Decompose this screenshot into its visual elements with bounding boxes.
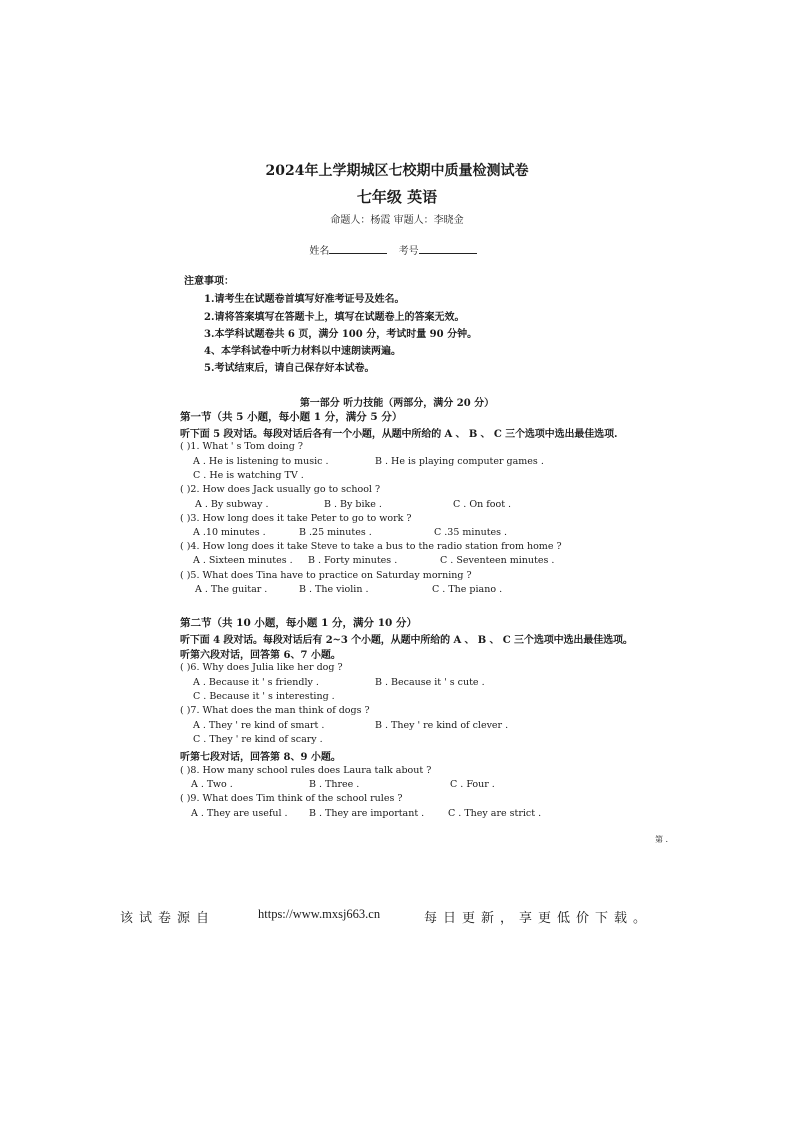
name-number-row: [0, 242, 794, 257]
option-b: B . Three .: [309, 779, 360, 790]
number-blank[interactable]: [419, 243, 477, 254]
section1-instruction: 听下面 5 段对话。每段对话后各有一个小题，从题中所给的 A 、 B 、 C 三个选项中选出最佳选项.: [180, 429, 618, 440]
note-item: 2.请将答案填写在答题卡上，填写在试题卷上的答案无效。: [204, 312, 465, 323]
note-item: 3.本学科试题卷共 6 页，满分 100 分，考试时量 90 分钟。: [204, 329, 478, 340]
question-stem: ( )9. What does Tim think of the school rules ?: [180, 793, 403, 804]
option-b: B . He is playing computer games .: [375, 456, 544, 467]
option-a: A . Sixteen minutes .: [193, 555, 293, 566]
question-stem: ( )4. How long does it take Steve to take a bus to the radio station from home ?: [180, 541, 562, 552]
option-a: A . By subway .: [195, 499, 269, 510]
option-a: A . They are useful .: [191, 808, 288, 819]
exam-setters: 命题人：杨霞 审题人：李晓金: [330, 215, 464, 226]
option-c: C . Four .: [450, 779, 495, 790]
note-item: 5.考试结束后，请自己保存好本试卷。: [204, 363, 375, 374]
footer-prefix: 该试卷源自: [120, 911, 216, 926]
dialog6-instruction: 听第六段对话，回答第 6、7 小题。: [180, 650, 341, 661]
notes-title: 注意事项：: [184, 276, 234, 287]
section2-instruction: 听下面 4 段对话。每段对话后有 2~3 个小题，从题中所给的 A 、 B 、 C 三个选项中选出最佳选项。: [180, 635, 633, 646]
option-b: B . The violin .: [299, 584, 369, 595]
question-stem: ( )5. What does Tina have to practice on Saturday morning ?: [180, 570, 472, 581]
option-a: A . Two .: [191, 779, 233, 790]
option-c: C . They are strict .: [448, 808, 542, 819]
question-stem: ( )8. How many school rules does Laura talk about ?: [180, 765, 432, 776]
option-b: B . By bike .: [324, 499, 382, 510]
question-stem: ( )7. What does the man think of dogs ?: [180, 705, 370, 716]
option-a: A . They ' re kind of smart .: [193, 720, 325, 731]
option-c: C . The piano .: [432, 584, 503, 595]
question-stem: ( )3. How long does it take Peter to go to work ?: [180, 513, 412, 524]
option-c: C . They ' re kind of scary .: [193, 734, 323, 745]
name-blank[interactable]: [329, 243, 387, 254]
option-a: A . He is listening to music .: [193, 456, 329, 467]
option-b: B . They are important .: [309, 808, 425, 819]
question-stem: ( )6. Why does Julia like her dog ?: [180, 662, 343, 673]
option-c: C . Seventeen minutes .: [440, 555, 555, 566]
section2-heading: 第二节（共 10 小题，每小题 1 分，满分 10 分）: [180, 617, 417, 629]
option-c: C . Because it ' s interesting .: [193, 691, 335, 702]
option-a: A .10 minutes .: [193, 527, 266, 538]
option-b: B . They ' re kind of clever .: [375, 720, 509, 731]
section1-heading: 第一节（共 5 小题，每小题 1 分，满分 5 分）: [180, 411, 403, 423]
option-a: A . Because it ' s friendly .: [193, 677, 319, 688]
name-label: 姓名: [309, 246, 330, 257]
question-stem: ( )1. What ' s Tom doing ?: [180, 441, 303, 452]
option-b: B .25 minutes .: [299, 527, 372, 538]
number-label: 考号: [398, 246, 419, 257]
option-b: B . Forty minutes .: [308, 555, 398, 566]
option-b: B . Because it ' s cute .: [375, 677, 485, 688]
part1-heading: 第一部分 听力技能（两部分，满分 20 分）: [299, 398, 495, 409]
exam-title: 2024年上学期城区七校期中质量检测试卷: [265, 163, 529, 179]
option-a: A . The guitar .: [195, 584, 268, 595]
option-c: C . On foot .: [453, 499, 512, 510]
note-item: 1.请考生在试题卷首填写好准考证号及姓名。: [204, 294, 405, 305]
option-c: C .35 minutes .: [434, 527, 508, 538]
option-c: C . He is watching TV .: [193, 470, 304, 481]
footer-url-link[interactable]: https://www.mxsj663.cn: [258, 907, 381, 921]
note-item: 4、本学科试卷中听力材料以中速朗读两遍。: [204, 346, 401, 357]
question-stem: ( )2. How does Jack usually go to school ?: [180, 484, 381, 495]
exam-subtitle: 七年级 英语: [356, 188, 438, 206]
dialog7-instruction: 听第七段对话，回答第 8、9 小题。: [180, 752, 341, 763]
footer-suffix: 每日更新，享更低价下载。: [424, 911, 653, 926]
page-marker: 第 .: [655, 835, 669, 844]
